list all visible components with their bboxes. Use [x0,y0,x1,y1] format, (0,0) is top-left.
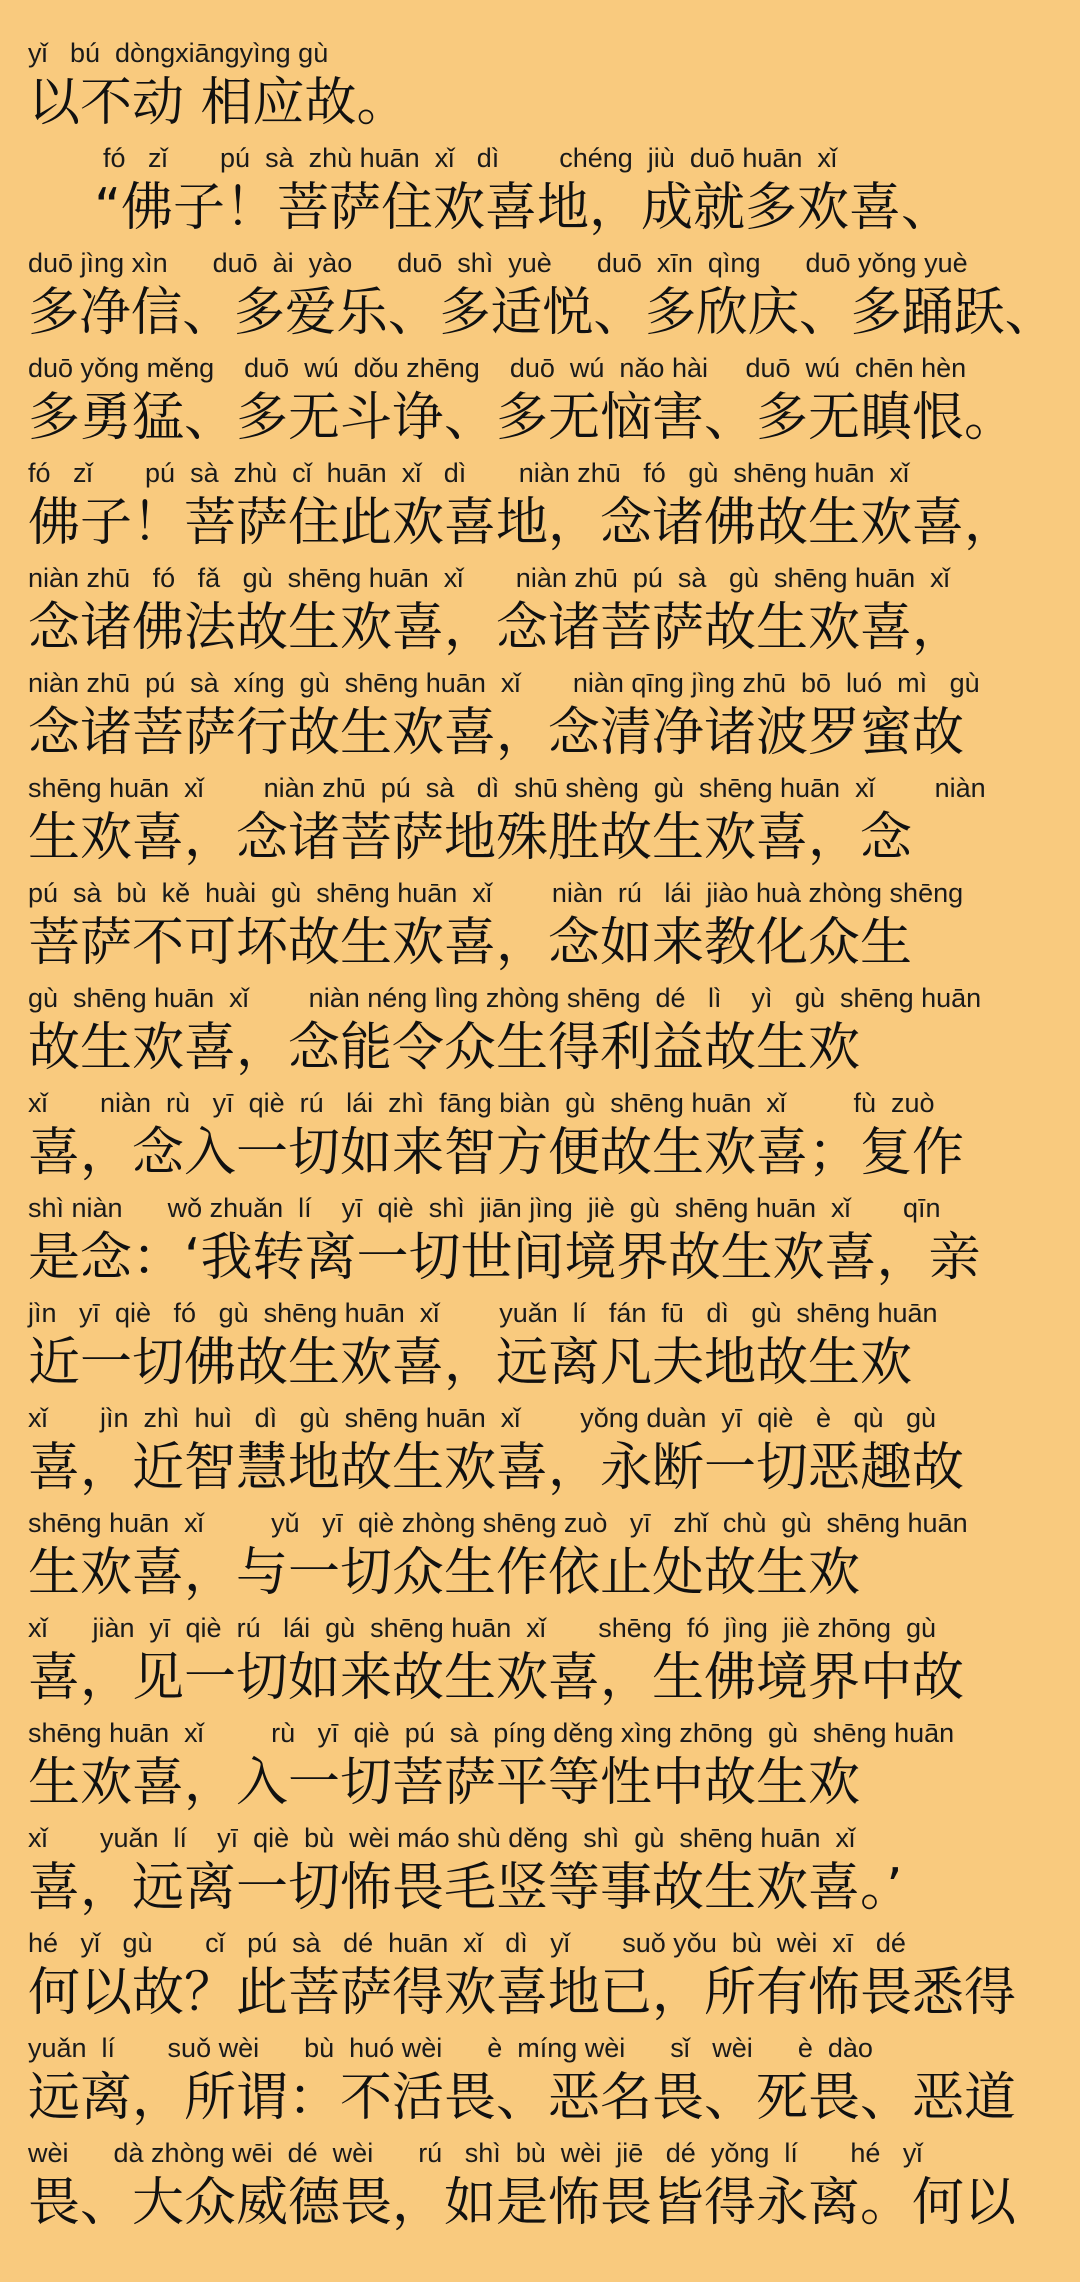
text-line [0,141,1080,245]
text-line [0,1506,1080,1610]
text-line [0,456,1080,560]
pinyin-row: niàn zhū pú sà xíng gù shēng huān xǐ niàn qīng jìng zhū bō luó mì gù [28,668,980,698]
pinyin-row: xǐ jiàn yī qiè rú lái gù shēng huān xǐ shēng fó jìng jiè zhōng gù [28,1613,937,1643]
pinyin-row: shì niàn wǒ zhuǎn lí yī qiè shì jiān jìng jiè gù shēng huān xǐ qīn [28,1193,941,1223]
pinyin-row: hé yǐ gù cǐ pú sà dé huān xǐ dì yǐ suǒ yǒu bù wèi xī dé [28,1928,906,1958]
text-line [0,1296,1080,1400]
pinyin-row: shēng huān xǐ niàn zhū pú sà dì shū shèng gù shēng huān xǐ niàn [28,773,986,803]
text-line [0,1716,1080,1820]
text-line [0,36,1080,140]
pinyin-row: fó zǐ pú sà zhù huān xǐ dì chéng jiù duō huān xǐ [28,143,837,173]
text-line [0,561,1080,665]
hanzi-row: “佛子！菩萨住欢喜地，成就多欢喜、 [28,178,954,238]
hanzi-row: 念诸佛法故生欢喜，念诸菩萨故生欢喜， [28,598,965,658]
pinyin-row: xǐ jìn zhì huì dì gù shēng huān xǐ yǒng duàn yī qiè è qù gù [28,1403,937,1433]
hanzi-row: 菩萨不可坏故生欢喜，念如来教化众生 [28,913,913,973]
text-line [0,1191,1080,1295]
hanzi-row: 多净信、多爱乐、多适悦、多欣庆、多踊跃、 [28,283,1057,343]
pinyin-row: jìn yī qiè fó gù shēng huān xǐ yuǎn lí fán fū dì gù shēng huān [28,1298,938,1328]
hanzi-row: 念诸菩萨行故生欢喜，念清净诸波罗蜜故 [28,703,965,763]
hanzi-row: 佛子！菩萨住此欢喜地，念诸佛故生欢喜， [28,493,1017,553]
pinyin-row: gù shēng huān xǐ niàn néng lìng zhòng shēng dé lì yì gù shēng huān [28,983,982,1013]
text-line [0,1926,1080,2030]
pinyin-row: shēng huān xǐ rù yī qiè pú sà píng děng xìng zhōng gù shēng huān [28,1718,955,1748]
hanzi-row: 远离，所谓：不活畏、恶名畏、死畏、恶道 [28,2068,1017,2128]
text-line [0,246,1080,350]
text-line [0,1611,1080,1715]
text-line [0,351,1080,455]
hanzi-row: 畏、大众威德畏，如是怖畏皆得永离。何以 [28,2173,1017,2233]
pinyin-row: shēng huān xǐ yǔ yī qiè zhòng shēng zuò yī zhǐ chù gù shēng huān [28,1508,968,1538]
text-line [0,2136,1080,2240]
text-line [0,2031,1080,2135]
pinyin-row: niàn zhū fó fǎ gù shēng huān xǐ niàn zhū pú sà gù shēng huān xǐ [28,563,950,593]
hanzi-row: 生欢喜，与一切众生作依止处故生欢 [28,1543,861,1603]
pinyin-row: pú sà bù kě huài gù shēng huān xǐ niàn rú lái jiào huà zhòng shēng [28,878,964,908]
hanzi-row: 是念：‘我转离一切世间境界故生欢喜，亲 [28,1228,981,1288]
hanzi-row: 何以故？此菩萨得欢喜地已，所有怖畏悉得 [28,1963,1017,2023]
pinyin-row: wèi dà zhòng wēi dé wèi rú shì bù wèi jiē dé yǒng lí hé yǐ [28,2138,923,2168]
pinyin-row: yǐ bú dòngxiāngyìng gù [28,38,329,68]
hanzi-row: 近一切佛故生欢喜，远离凡夫地故生欢 [28,1333,913,1393]
pinyin-row: xǐ yuǎn lí yī qiè bù wèi máo shù děng shì gù shēng huān xǐ [28,1823,855,1853]
hanzi-row: 生欢喜，入一切菩萨平等性中故生欢 [28,1753,861,1813]
text-line [0,771,1080,875]
hanzi-row: 生欢喜，念诸菩萨地殊胜故生欢喜，念 [28,808,913,868]
hanzi-row: 故生欢喜，念能令众生得利益故生欢 [28,1018,861,1078]
pinyin-row: duō jìng xìn duō ài yào duō shì yuè duō xīn qìng duō yǒng yuè [28,248,968,278]
pinyin-row: duō yǒng měng duō wú dǒu zhēng duō wú nǎo hài duō wú chēn hèn [28,353,967,383]
hanzi-row: 多勇猛、多无斗诤、多无恼害、多无瞋恨。 [28,388,1017,448]
hanzi-row: 喜，近智慧地故生欢喜，永断一切恶趣故 [28,1438,965,1498]
text-line [0,666,1080,770]
hanzi-row: 喜，见一切如来故生欢喜，生佛境界中故 [28,1648,965,1708]
text-line [0,876,1080,980]
hanzi-row: 喜，远离一切怖畏毛竖等事故生欢喜。’ [28,1858,903,1918]
text-line [0,981,1080,1085]
text-line [0,1086,1080,1190]
text-line [0,1401,1080,1505]
text-line [0,1821,1080,1925]
hanzi-row: 以不动 相应故。 [28,73,409,133]
pinyin-row: yuǎn lí suǒ wèi bù huó wèi è míng wèi sǐ wèi è dào [28,2033,873,2063]
hanzi-row: 喜，念入一切如来智方便故生欢喜；复作 [28,1123,965,1183]
pinyin-row: fó zǐ pú sà zhù cǐ huān xǐ dì niàn zhū fó gù shēng huān xǐ [28,458,909,488]
pinyin-row: xǐ niàn rù yī qiè rú lái zhì fāng biàn gù shēng huān xǐ fù zuò [28,1088,935,1118]
